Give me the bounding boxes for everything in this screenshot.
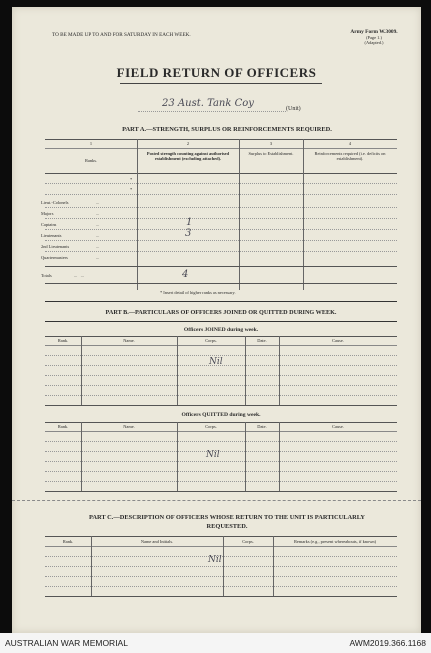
footer-credit: AUSTRALIAN WAR MEMORIAL	[5, 638, 128, 648]
title-underline	[120, 83, 322, 84]
part-c-nil: Nil	[208, 555, 222, 565]
col-head-surplus: Surplus to Establishment.	[248, 151, 294, 156]
rank-lieutenants: Lieutenants	[41, 233, 62, 238]
part-c-heading	[42, 513, 412, 531]
part-a-heading: PART A.—STRENGTH, SURPLUS OR REINFORCEMENTS REQUIRED.	[122, 126, 332, 133]
totals-value: 4	[182, 269, 189, 280]
rank-dots-4: ...	[96, 233, 100, 238]
form-page	[12, 7, 421, 633]
col-num-2: 2	[186, 141, 190, 146]
form-id-number: Army Form W.3009.	[350, 29, 398, 35]
part-a-vline-2	[239, 139, 240, 290]
part-a-bottom-rule	[45, 283, 397, 284]
part-b-heading-rule	[45, 321, 397, 322]
part-c-vline-3	[273, 536, 274, 596]
col-head-ranks: Ranks.	[84, 158, 98, 163]
part-a-head-rule	[45, 173, 397, 174]
part-c-vline-1	[91, 536, 92, 596]
top-note: TO BE MADE UP TO AND FOR SATURDAY IN EACH WEEK.	[52, 32, 191, 38]
unit-line	[138, 111, 286, 112]
part-a-num-rule	[45, 148, 397, 149]
row-line-a1	[45, 183, 397, 184]
quitted-col-name: Name.	[123, 424, 135, 429]
part-c-row-2	[45, 566, 397, 567]
part-c-bottom-rule	[45, 596, 397, 597]
joined-row-3	[45, 375, 397, 376]
row-line-a2	[45, 194, 397, 195]
quitted-vline-1	[81, 422, 82, 491]
joined-vline-4	[279, 336, 280, 405]
quitted-row-5	[45, 481, 397, 482]
asterisk-1: *	[130, 177, 133, 182]
joined-vline-2	[177, 336, 178, 405]
quitted-bottom-rule	[45, 491, 397, 492]
part-c-heading-line1: PART C.—DESCRIPTION OF OFFICERS WHOSE RETURN TO THE UNIT IS PARTICULARLY	[88, 514, 365, 521]
rank-dots-3: ...	[96, 222, 100, 227]
quitted-top-rule	[45, 422, 397, 423]
quitted-head-rule	[45, 431, 397, 432]
joined-col-rank: Rank.	[57, 338, 69, 343]
part-c-col-corps: Corps.	[242, 539, 254, 544]
perforation-line	[12, 500, 421, 501]
rank-quartermasters: Quartermasters	[41, 255, 68, 260]
part-a-vline-1	[137, 139, 138, 290]
joined-top-rule	[45, 336, 397, 337]
col-head-reinforcements: Reinforcements required (i.e. deficits on establishment).	[314, 151, 386, 161]
form-id-adapted: (Adapted.)	[364, 40, 384, 45]
quitted-heading: Officers QUITTED during week.	[181, 412, 261, 418]
quitted-col-date: Date.	[257, 424, 267, 429]
joined-bottom-rule	[45, 405, 397, 406]
col-num-1: 1	[89, 141, 93, 146]
footer-bar	[0, 633, 431, 653]
joined-nil: Nil	[209, 357, 223, 367]
quitted-row-4	[45, 471, 397, 472]
totals-label: Totals	[41, 273, 52, 278]
col-num-4: 4	[348, 141, 352, 146]
joined-heading: Officers JOINED during week.	[183, 327, 259, 333]
joined-col-cause: Cause.	[332, 338, 344, 343]
form-id	[334, 30, 414, 45]
part-c-row-4	[45, 586, 397, 587]
part-c-row-3	[45, 576, 397, 577]
part-c-col-name: Name and Initials.	[140, 539, 174, 544]
rank-2nd-lieutenants: 2nd Lieutenants	[41, 244, 70, 249]
part-a-vline-3	[303, 139, 304, 290]
row-line-a6	[45, 240, 397, 241]
col-num-3: 3	[269, 141, 273, 146]
part-c-col-remarks: Remarks (e.g., present whereabouts, if known)	[293, 539, 377, 544]
rank-dots-2: ...	[96, 211, 100, 216]
part-b-heading: PART B.—PARTICULARS OF OFFICERS JOINED OR QUITTED DURING WEEK.	[105, 309, 337, 316]
joined-vline-3	[245, 336, 246, 405]
joined-col-name: Name.	[123, 338, 135, 343]
quitted-vline-4	[279, 422, 280, 491]
asterisk-2: *	[130, 187, 133, 192]
part-a-totals-rule	[45, 266, 397, 267]
part-c-head-rule	[45, 546, 397, 547]
joined-row-4	[45, 385, 397, 386]
quitted-col-cause: Cause.	[332, 424, 344, 429]
quitted-row-1	[45, 441, 397, 442]
row-line-a7	[45, 251, 397, 252]
row-line-a5	[45, 229, 397, 230]
form-id-page: (Page 1.)	[366, 35, 382, 40]
joined-row-1	[45, 355, 397, 356]
part-a-footnote: * Insert detail of higher ranks as necessary.	[160, 290, 236, 295]
joined-vline-1	[81, 336, 82, 405]
rank-dots-1: ...	[96, 200, 100, 205]
rank-lieut-colonels: Lieut.-Colonels	[41, 200, 69, 205]
quitted-col-corps: Corps.	[205, 424, 217, 429]
rank-majors: Majors	[41, 211, 54, 216]
row-line-a4	[45, 218, 397, 219]
page-title: FIELD RETURN OF OFFICERS	[116, 65, 317, 80]
part-c-top-rule	[45, 536, 397, 537]
rank-captains: Captains	[41, 222, 57, 227]
footer-accession: AWM2019.366.1168	[349, 638, 426, 648]
totals-dots: ... ...	[74, 273, 84, 278]
joined-row-5	[45, 395, 397, 396]
part-a-top-rule	[45, 139, 397, 140]
quitted-nil: Nil	[206, 450, 220, 460]
quitted-row-3	[45, 461, 397, 462]
quitted-row-2	[45, 451, 397, 452]
col-head-posted: Posted strength counting against authorised establishment (excluding attached).	[146, 151, 230, 161]
row-line-a3	[45, 207, 397, 208]
quitted-col-rank: Rank.	[57, 424, 69, 429]
part-b-top-rule	[45, 301, 397, 302]
captains-value: 1	[186, 217, 193, 228]
unit-name: 23 Aust. Tank Coy	[162, 98, 254, 109]
joined-col-corps: Corps.	[205, 338, 217, 343]
part-c-vline-2	[223, 536, 224, 596]
part-c-col-rank: Rank.	[62, 539, 74, 544]
quitted-vline-3	[245, 422, 246, 491]
rank-dots-5: ...	[96, 244, 100, 249]
joined-head-rule	[45, 345, 397, 346]
rank-dots-6: ...	[96, 255, 100, 260]
lieutenants-value: 3	[185, 228, 192, 239]
quitted-vline-2	[177, 422, 178, 491]
unit-label: (Unit)	[286, 106, 301, 112]
part-c-heading-line2: REQUESTED.	[206, 523, 248, 530]
joined-col-date: Date.	[257, 338, 267, 343]
